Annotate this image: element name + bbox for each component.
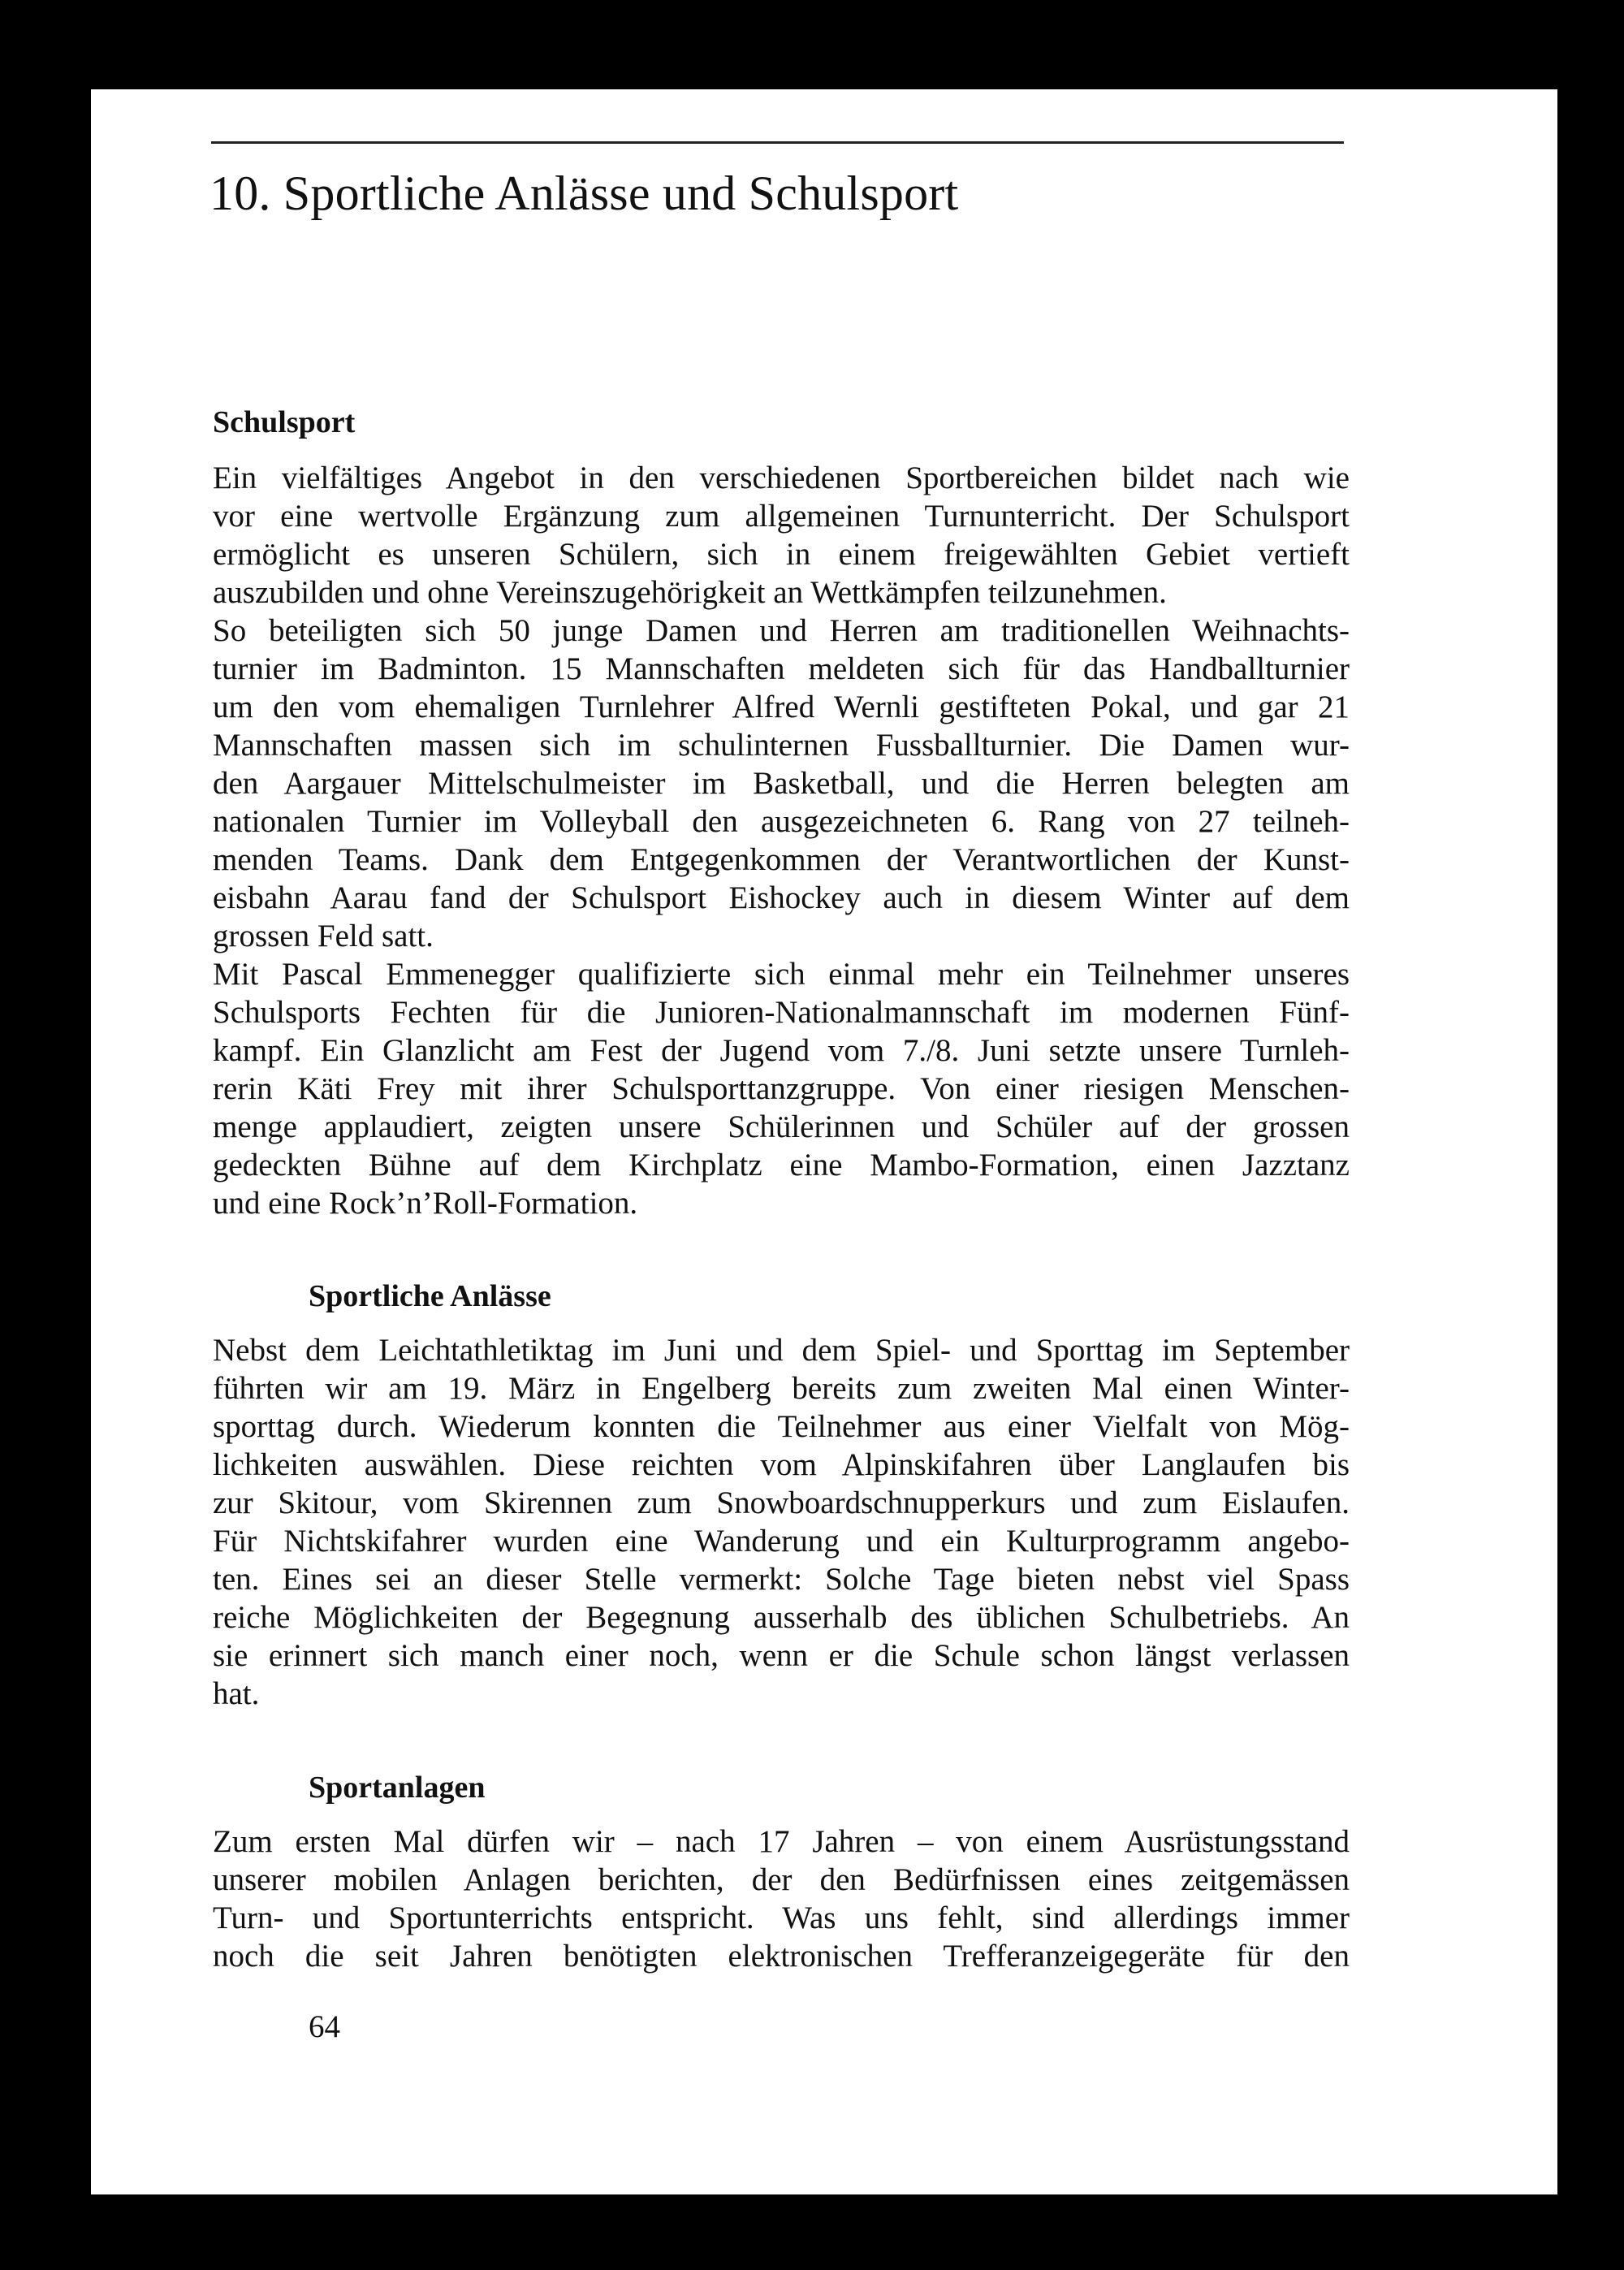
text-line: Schulsports Fechten für die Junioren-Nationalmannschaft im modernen Fünf- — [213, 995, 1350, 1030]
text-line: sie erinnert sich manch einer noch, wenn er die Schule schon längst verlassen — [213, 1638, 1350, 1673]
chapter-title: 10. Sportliche Anlässe und Schulsport — [209, 166, 959, 220]
text-line: Ein vielfältiges Angebot in den verschiedenen Sportbereichen bildet nach wie — [213, 460, 1350, 495]
text-line: lichkeiten auswählen. Diese reichten vom Alpinskifahren über Langlaufen bis — [213, 1447, 1350, 1482]
text-line: noch die seit Jahren benötigten elektronischen Trefferanzeigegeräte für den — [213, 1939, 1350, 1974]
text-line: zur Skitour, vom Skirennen zum Snowboardschnupperkurs und zum Eislaufen. — [213, 1485, 1350, 1520]
text-line: und eine Rock’n’Roll-Formation. — [213, 1186, 638, 1221]
text-line: nationalen Turnier im Volleyball den ausgezeichneten 6. Rang von 27 teilneh- — [213, 804, 1350, 839]
text-line: führten wir am 19. März in Engelberg bereits zum zweiten Mal einen Winter- — [213, 1371, 1350, 1406]
section-heading-sportanlagen: Sportanlagen — [309, 1771, 486, 1805]
text-line: turnier im Badminton. 15 Mannschaften meldeten sich für das Handballturnier — [213, 651, 1350, 686]
section-heading-schulsport: Schulsport — [213, 405, 356, 439]
text-line: gedeckten Bühne auf dem Kirchplatz eine Mambo-Formation, einen Jazztanz — [213, 1148, 1350, 1183]
text-line: grossen Feld satt. — [213, 919, 434, 953]
text-line: rerin Käti Frey mit ihrer Schulsporttanzgruppe. Von einer riesigen Menschen- — [213, 1071, 1350, 1106]
text-line: So beteiligten sich 50 junge Damen und Herren am traditionellen Weihnachts- — [213, 613, 1350, 648]
text-line: Nebst dem Leichtathletiktag im Juni und dem Spiel- und Sporttag im September — [213, 1333, 1350, 1368]
chapter-rule — [211, 141, 1344, 144]
section-heading-sportliche-anlaesse: Sportliche Anlässe — [309, 1279, 551, 1313]
text-line: sporttag durch. Wiederum konnten die Teilnehmer aus einer Vielfalt von Mög- — [213, 1409, 1350, 1444]
text-line: ten. Eines sei an dieser Stelle vermerkt: Solche Tage bieten nebst viel Spass — [213, 1562, 1350, 1597]
text-line: eisbahn Aarau fand der Schulsport Eishockey auch in diesem Winter auf dem — [213, 880, 1350, 915]
text-line: vor eine wertvolle Ergänzung zum allgemeinen Turnunterricht. Der Schulsport — [213, 499, 1350, 534]
text-line: auszubilden und ohne Vereinszugehörigkeit an Wettkämpfen teilzunehmen. — [213, 575, 1167, 610]
text-line: Zum ersten Mal dürfen wir – nach 17 Jahren – von einem Ausrüstungsstand — [213, 1824, 1350, 1859]
text-line: menge applaudiert, zeigten unsere Schülerinnen und Schüler auf der grossen — [213, 1109, 1350, 1144]
text-line: reiche Möglichkeiten der Begegnung ausserhalb des üblichen Schulbetriebs. An — [213, 1600, 1350, 1635]
text-line: unserer mobilen Anlagen berichten, der den Bedürfnissen eines zeitgemässen — [213, 1862, 1350, 1897]
text-line: Turn- und Sportunterrichts entspricht. Was uns fehlt, sind allerdings immer — [213, 1900, 1350, 1935]
text-line: ermöglicht es unseren Schülern, sich in einem freigewählten Gebiet vertieft — [213, 537, 1350, 572]
text-line: Mannschaften massen sich im schulinternen Fussballturnier. Die Damen wur- — [213, 728, 1350, 763]
text-line: Mit Pascal Emmenegger qualifizierte sich einmal mehr ein Teilnehmer unseres — [213, 957, 1350, 992]
text-line: Für Nichtskifahrer wurden eine Wanderung und ein Kulturprogramm angebo- — [213, 1524, 1350, 1559]
text-line: kampf. Ein Glanzlicht am Fest der Jugend vom 7./8. Juni setzte unsere Turnleh- — [213, 1033, 1350, 1068]
text-line: menden Teams. Dank dem Entgegenkommen der Verantwortlichen der Kunst- — [213, 842, 1350, 877]
text-line: hat. — [213, 1676, 260, 1711]
text-line: um den vom ehemaligen Turnlehrer Alfred Wernli gestifteten Pokal, und gar 21 — [213, 690, 1350, 724]
text-line: den Aargauer Mittelschulmeister im Basketball, und die Herren belegten am — [213, 766, 1350, 801]
page-number: 64 — [309, 2009, 340, 2044]
